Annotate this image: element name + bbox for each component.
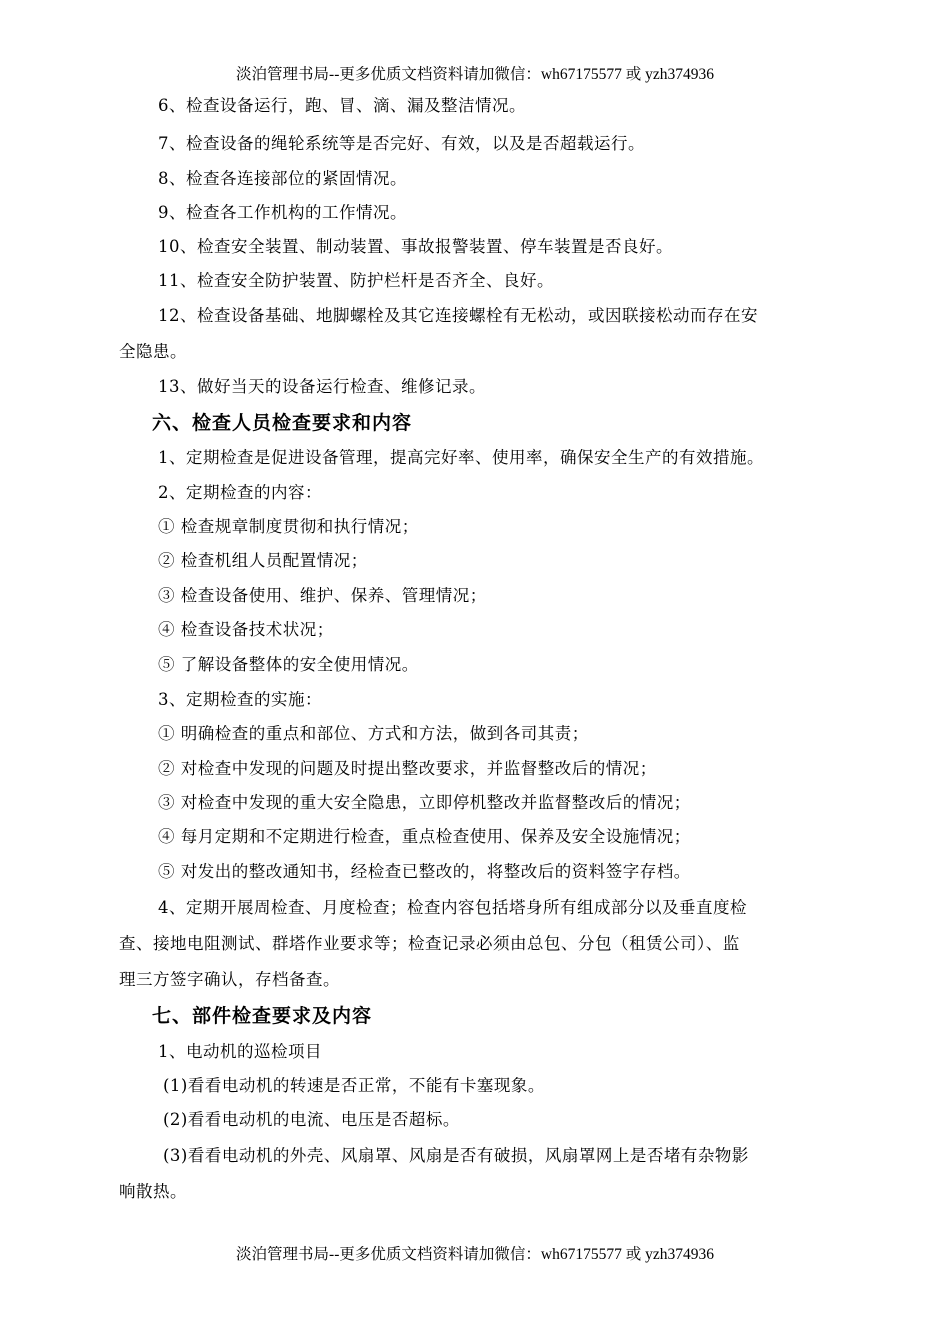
implement-item-5: ⑤ 对发出的整改通知书，经检查已整改的，将整改后的资料签字存档。 [158,862,691,881]
section-6-para-2: 2、定期检查的内容： [158,483,322,502]
content-item-5: ⑤ 了解设备整体的安全使用情况。 [158,655,419,674]
motor-check-item-1: (1)看看电动机的转速是否正常，不能有卡塞现象。 [163,1076,545,1095]
implement-item-4: ④ 每月定期和不定期进行检查，重点检查使用、保养及安全设施情况； [158,827,691,846]
content-item-2: ② 检查机组人员配置情况； [158,551,368,570]
content-item-1: ① 检查规章制度贯彻和执行情况； [158,517,419,536]
page-footer-watermark: 淡泊管理书局--更多优质文档资料请加微信：wh67175577 或 yzh374936 [236,1246,714,1263]
implement-item-3: ③ 对检查中发现的重大安全隐患，立即停机整改并监督整改后的情况； [158,793,691,812]
section-6-para-1: 1、定期检查是促进设备管理，提高完好率、使用率，确保安全生产的有效措施。 [158,448,764,467]
item-13: 13、做好当天的设备运行检查、维修记录。 [158,377,486,396]
item-12-line-1: 12、检查设备基础、地脚螺栓及其它连接螺栓有无松动，或因联接松动而存在安 [158,306,758,325]
section-6-para-3: 3、定期检查的实施： [158,690,322,709]
section-6-para-4-line-2: 查、接地电阻测试、群塔作业要求等；检查记录必须由总包、分包（租赁公司）、监 [119,934,740,953]
motor-check-item-3-line-2: 响散热。 [119,1182,187,1201]
content-item-3: ③ 检查设备使用、维护、保养、管理情况； [158,586,487,605]
content-item-4: ④ 检查设备技术状况； [158,620,334,639]
section-6-heading: 六、检查人员检查要求和内容 [152,412,413,434]
implement-item-2: ② 对检查中发现的问题及时提出整改要求，并监督整改后的情况； [158,759,657,778]
motor-check-item-3-line-1: (3)看看电动机的外壳、风扇罩、风扇是否有破损，风扇罩网上是否堵有杂物影 [163,1146,749,1165]
section-7-heading: 七、部件检查要求及内容 [152,1005,373,1027]
implement-item-1: ① 明确检查的重点和部位、方式和方法，做到各司其责； [158,724,589,743]
item-6: 6、检查设备运行，跑、冒、滴、漏及整洁情况。 [158,96,526,115]
section-7-para-1: 1、电动机的巡检项目 [158,1042,322,1061]
item-12-line-2: 全隐患。 [119,342,187,361]
item-9: 9、检查各工作机构的工作情况。 [158,203,407,222]
item-11: 11、检查安全防护装置、防护栏杆是否齐全、良好。 [158,271,554,290]
item-10: 10、检查安全装置、制动装置、事故报警装置、停车装置是否良好。 [158,237,673,256]
item-8: 8、检查各连接部位的紧固情况。 [158,169,407,188]
section-6-para-4-line-1: 4、定期开展周检查、月度检查；检查内容包括塔身所有组成部分以及垂直度检 [158,898,747,917]
item-7: 7、检查设备的绳轮系统等是否完好、有效，以及是否超载运行。 [158,134,645,153]
motor-check-item-2: (2)看看电动机的电流、电压是否超标。 [163,1110,460,1129]
page-header-watermark: 淡泊管理书局--更多优质文档资料请加微信：wh67175577 或 yzh374936 [236,66,714,83]
section-6-para-4-line-3: 理三方签字确认，存档备查。 [119,970,340,989]
